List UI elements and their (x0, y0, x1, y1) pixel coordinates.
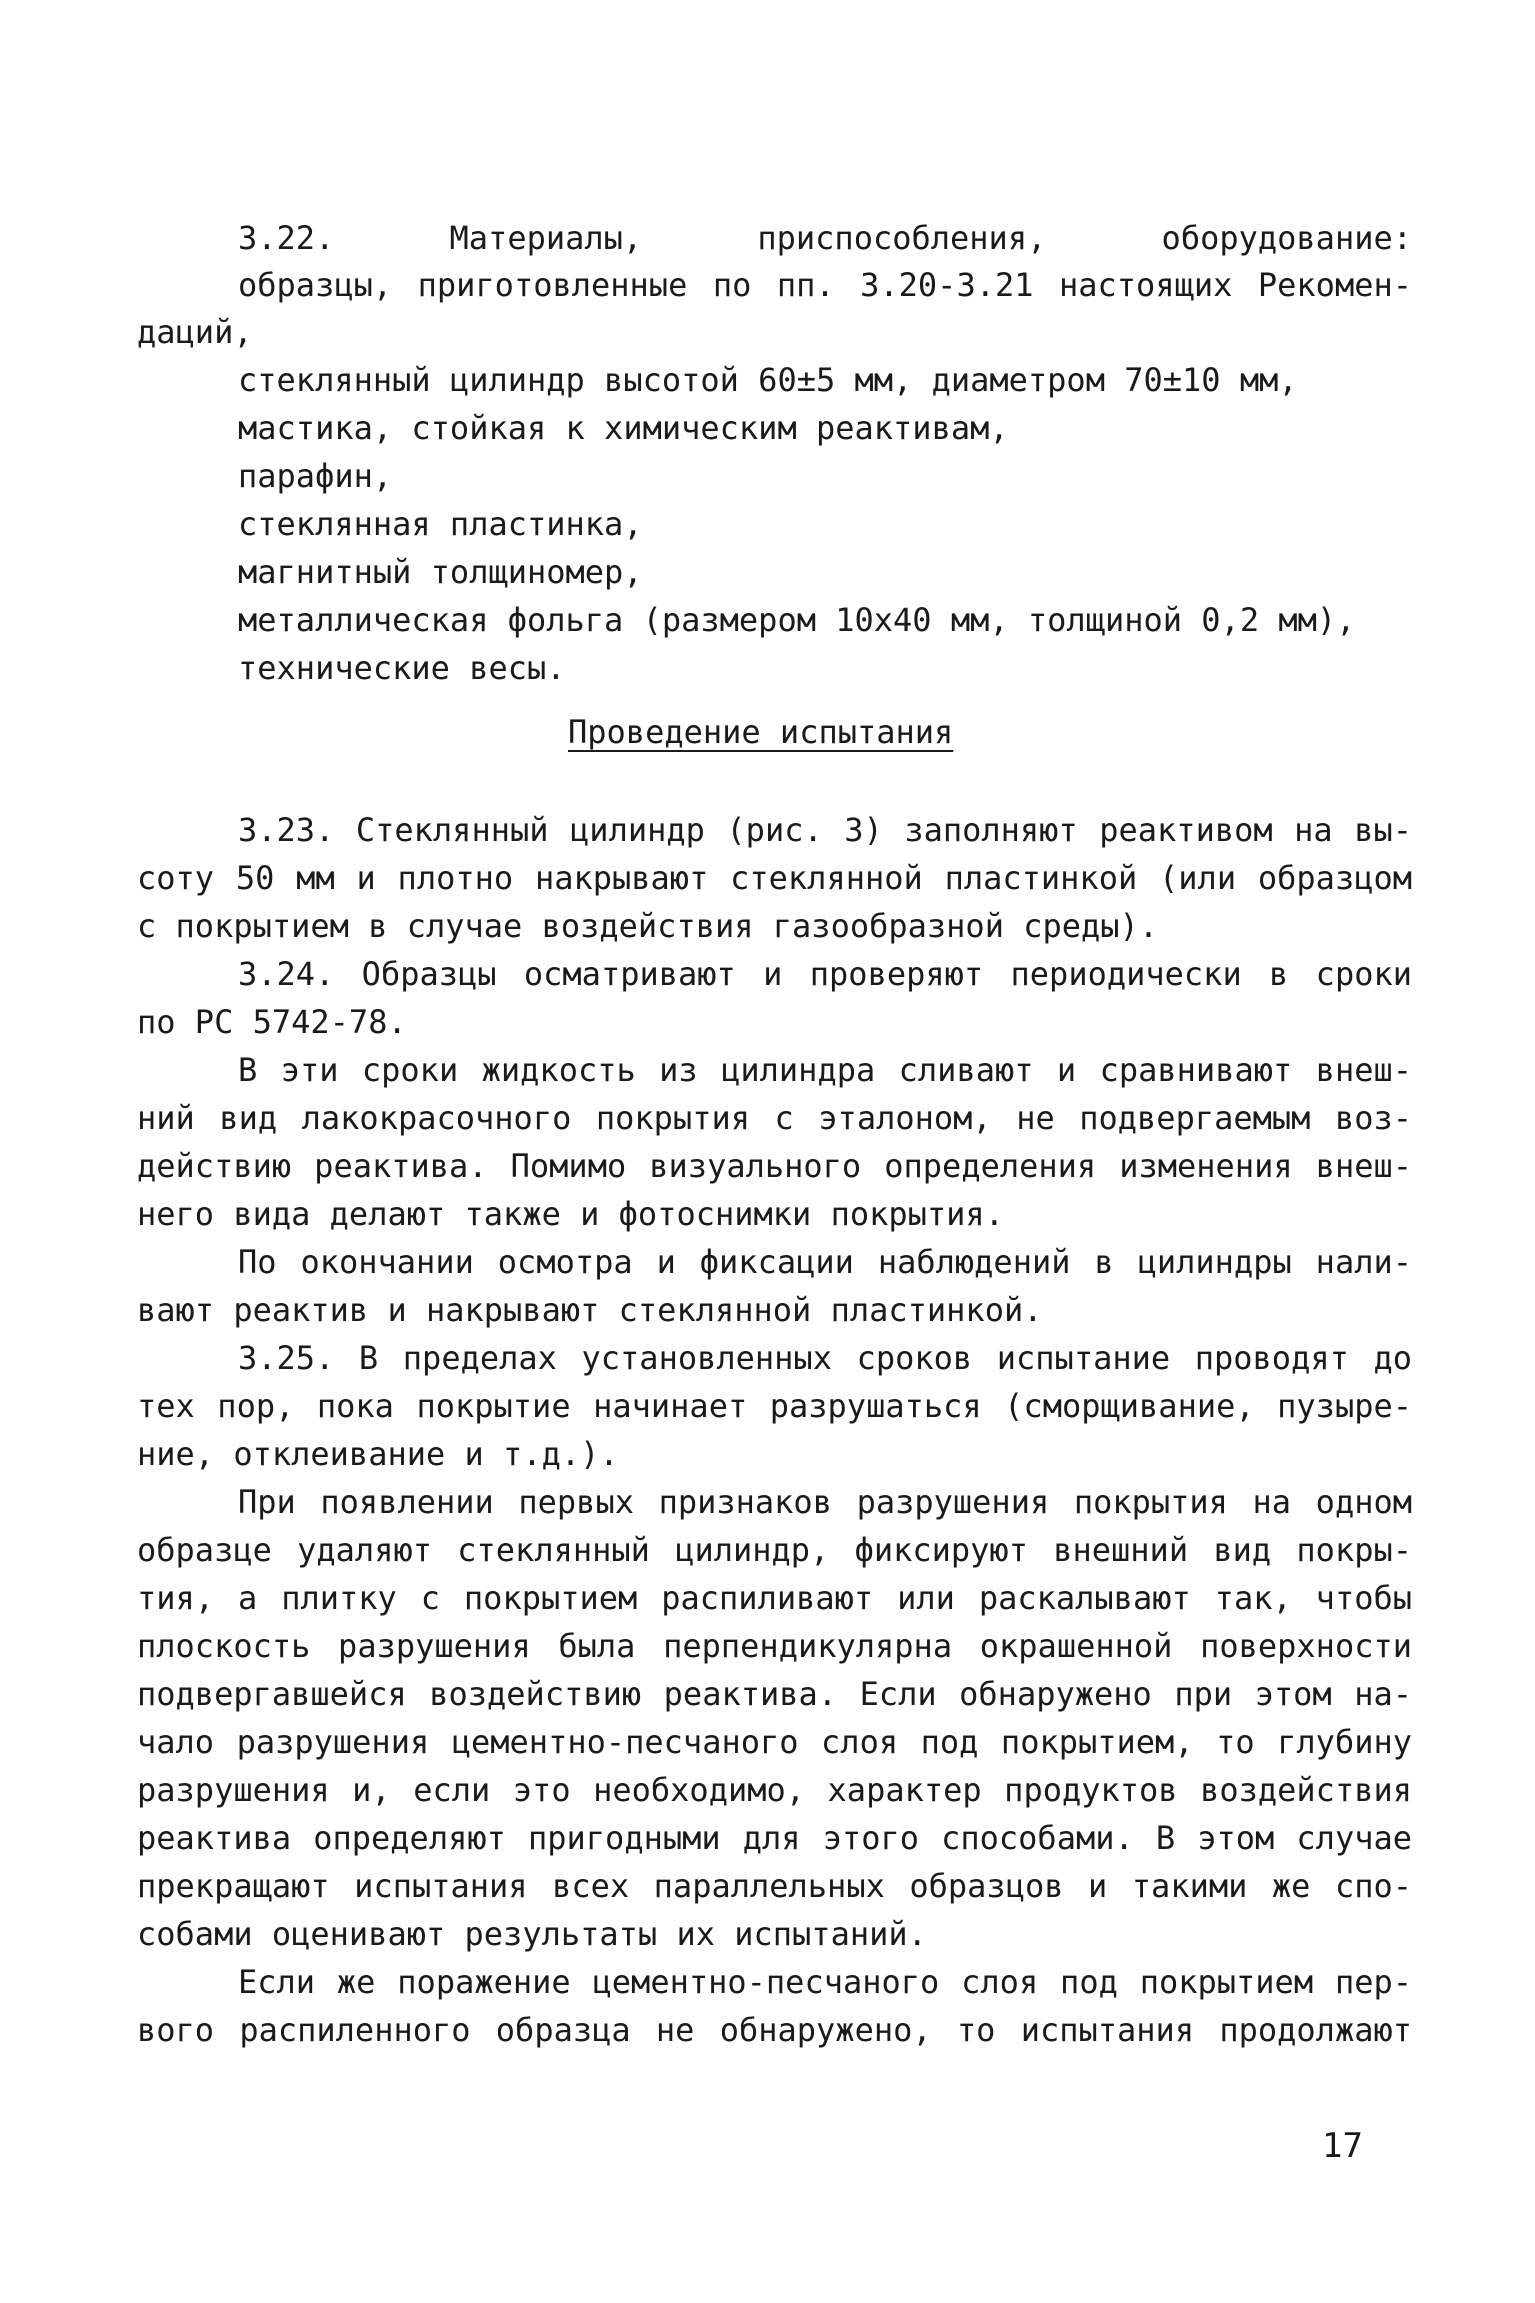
section-3-24-para2-line-1: В эти сроки жидкость из цилиндра сливают и сравнивают внеш- (238, 1051, 1412, 1089)
section-3-25-para2-line-4: плоскость разрушения была перпендикулярна окрашенной поверхности (137, 1627, 1412, 1665)
materials-item-thickness-gauge: магнитный толщиномер, (238, 553, 643, 591)
materials-item-foil: металлическая фольга (размером 10х40 мм, толщиной 0,2 мм), (238, 601, 1356, 639)
section-3-25-para2-line-7: разрушения и, если это необходимо, характер продуктов воздействия (137, 1771, 1412, 1809)
page-number: 17 (1322, 2126, 1363, 2166)
section-heading: Проведение испытания (568, 713, 954, 751)
section-3-23-line-2: соту 50 мм и плотно накрывают стеклянной пластинкой (или образцом (137, 859, 1412, 897)
section-3-25-line-1: 3.25. В пределах установленных сроков испытание проводят до (238, 1339, 1412, 1377)
section-3-25-para3-line-1: Если же поражение цементно-песчаного слоя под покрытием пер- (238, 1963, 1412, 2001)
section-3-22-intro-line-1: образцы, приготовленные по пп. 3.20-3.21 настоящих Рекомен- (238, 266, 1412, 304)
section-3-24-para3-line-2: вают реактив и накрывают стеклянной пластинкой. (137, 1291, 1043, 1329)
section-3-22-title: 3.22. Материалы, приспособления, оборудование: (238, 219, 1412, 257)
section-3-25-para2-line-9: прекращают испытания всех параллельных образцов и такими же спо- (137, 1867, 1412, 1905)
section-3-25-line-3: ние, отклеивание и т.д.). (137, 1435, 619, 1473)
materials-item-mastic: мастика, стойкая к химическим реактивам, (238, 409, 1009, 447)
materials-item-glass-plate: стеклянная пластинка, (238, 505, 643, 543)
section-3-25-para3-line-2: вого распиленного образца не обнаружено, то испытания продолжают (137, 2011, 1412, 2049)
section-3-25-para2-line-2: образце удаляют стеклянный цилиндр, фиксируют внешний вид покры- (137, 1531, 1412, 1569)
section-3-25-para2-line-6: чало разрушения цементно-песчаного слоя под покрытием, то глубину (137, 1723, 1412, 1761)
section-3-24-para2-line-4: него вида делают также и фотоснимки покрытия. (137, 1195, 1004, 1233)
section-3-25-para2-line-1: При появлении первых признаков разрушения покрытия на одном (238, 1483, 1412, 1521)
materials-item-paraffin: парафин, (238, 457, 393, 495)
section-3-22-intro-line-2: даций, (137, 313, 253, 351)
materials-item-scales: технические весы. (238, 649, 566, 687)
section-3-24-para2-line-3: действию реактива. Помимо визуального определения изменения внеш- (137, 1147, 1412, 1185)
section-3-24-line-2: по РС 5742-78. (137, 1003, 407, 1041)
section-3-24-para2-line-2: ний вид лакокрасочного покрытия с эталоном, не подвергаемым воз- (137, 1099, 1412, 1137)
section-3-25-para2-line-3: тия, а плитку с покрытием распиливают или раскалывают так, чтобы (137, 1579, 1412, 1617)
section-3-24-line-1: 3.24. Образцы осматривают и проверяют периодически в сроки (238, 955, 1412, 993)
section-3-25-para2-line-8: реактива определяют пригодными для этого способами. В этом случае (137, 1819, 1412, 1857)
section-3-25-para2-line-5: подвергавшейся воздействию реактива. Если обнаружено при этом на- (137, 1675, 1412, 1713)
section-3-24-para3-line-1: По окончании осмотра и фиксации наблюдений в цилиндры нали- (238, 1243, 1412, 1281)
section-3-23-line-1: 3.23. Стеклянный цилиндр (рис. 3) заполняют реактивом на вы- (238, 811, 1412, 849)
materials-item-cylinder: стеклянный цилиндр высотой 60±5 мм, диаметром 70±10 мм, (238, 361, 1298, 399)
section-3-25-para2-line-10: собами оценивают результаты их испытаний. (137, 1915, 927, 1953)
section-3-23-line-3: с покрытием в случае воздействия газообразной среды). (137, 907, 1159, 945)
section-3-25-line-2: тех пор, пока покрытие начинает разрушаться (сморщивание, пузыре- (137, 1387, 1412, 1425)
